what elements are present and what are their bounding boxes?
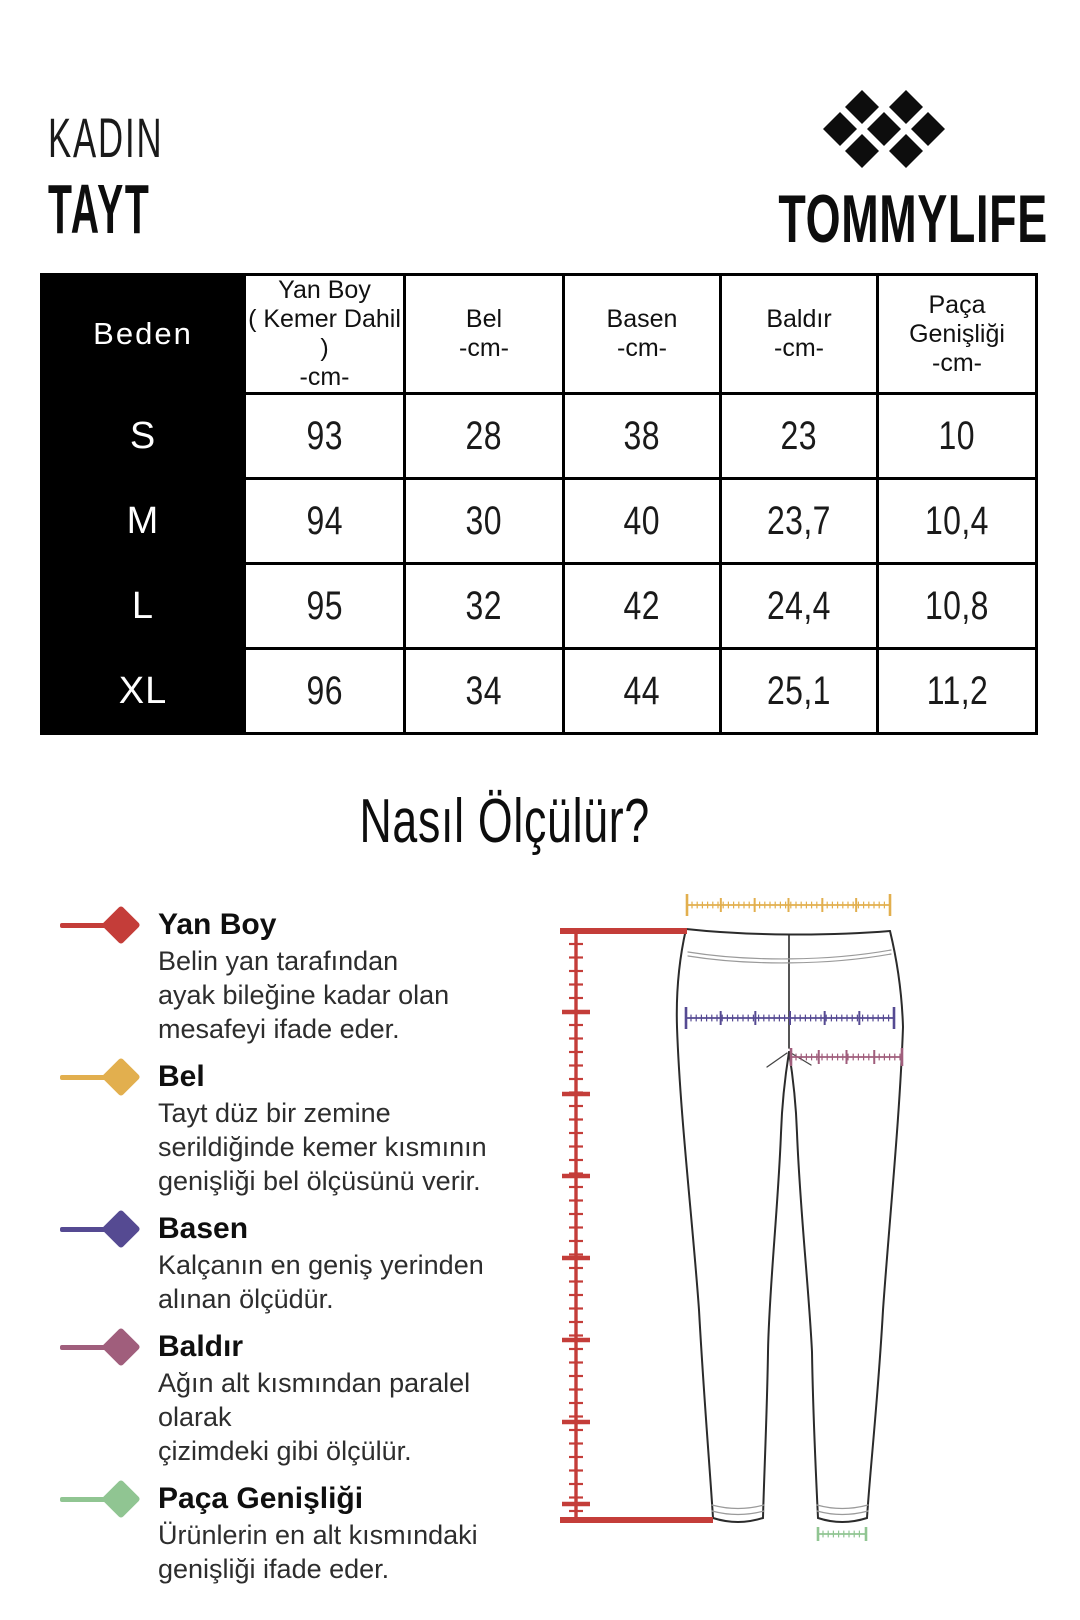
size-value: 10,4: [878, 479, 1037, 564]
size-value: 11,2: [878, 649, 1037, 734]
bel-tape-measure: [687, 894, 890, 916]
paca-genisligi-tape-measure: [818, 1527, 866, 1541]
brand-wordmark: TOMMYLIFE: [778, 181, 1048, 257]
column-header-yan-boy: Yan Boy ( Kemer Dahil ) -cm-: [245, 275, 405, 394]
legend-item-basen: Basen Kalçanın en geniş yerinden alınan ölçüdür.: [60, 1210, 540, 1316]
table-row-m: [42, 479, 1037, 564]
product-heading: [48, 106, 234, 248]
size-value: 24,4: [721, 564, 878, 649]
size-label: S: [42, 394, 245, 479]
size-value: 44: [564, 649, 721, 734]
size-label: XL: [42, 649, 245, 734]
yan-boy-diamond-icon: [101, 905, 141, 945]
tommylife-diamonds-logo-icon: [818, 88, 950, 172]
legend-item-bel: Bel Tayt düz bir zemine serildiğinde kemer kısmının genişliği bel ölçüsünü verir.: [60, 1058, 540, 1198]
product-label: TAYT: [48, 170, 151, 248]
table-header-row: [42, 275, 1037, 394]
table-row-s: [42, 394, 1037, 479]
size-value: 25,1: [721, 649, 878, 734]
size-label: M: [42, 479, 245, 564]
basen-diamond-icon: [101, 1209, 141, 1249]
size-value: 38: [564, 394, 721, 479]
size-value: 10: [878, 394, 1037, 479]
legend-item-baldir: Baldır Ağın alt kısmından paralel olarak çizimdeki gibi ölçülür.: [60, 1328, 540, 1468]
measurement-legend: [60, 906, 540, 1598]
size-value: 94: [245, 479, 405, 564]
corner-header-beden: Beden: [42, 275, 245, 394]
size-value: 28: [405, 394, 564, 479]
table-row-l: [42, 564, 1037, 649]
size-value: 96: [245, 649, 405, 734]
size-value: 42: [564, 564, 721, 649]
column-header-paca-genisligi: Paça Genişliği -cm-: [878, 275, 1037, 394]
section-title: Nasıl Ölçülür?: [359, 787, 651, 856]
legend-item-paca-genisligi: Paça Genişliği Ürünlerin en alt kısmındaki genişliği ifade eder.: [60, 1480, 540, 1586]
size-value: 23: [721, 394, 878, 479]
legend-item-yan-boy: Yan Boy Belin yan tarafından ayak bileğine kadar olan mesafeyi ifade eder.: [60, 906, 540, 1046]
size-label: L: [42, 564, 245, 649]
size-value: 93: [245, 394, 405, 479]
bel-diamond-icon: [101, 1057, 141, 1097]
size-value: 32: [405, 564, 564, 649]
column-header-bel: Bel -cm-: [405, 275, 564, 394]
size-value: 34: [405, 649, 564, 734]
paca-genisligi-diamond-icon: [101, 1479, 141, 1519]
category-label: KADIN: [48, 106, 164, 169]
size-value: 10,8: [878, 564, 1037, 649]
size-value: 23,7: [721, 479, 878, 564]
size-value: 30: [405, 479, 564, 564]
basen-tape-measure: [686, 1007, 894, 1029]
column-header-baldir: Baldır -cm-: [721, 275, 878, 394]
brand-block: [724, 88, 1048, 257]
leggings-measurement-diagram: [540, 855, 980, 1565]
column-header-basen: Basen -cm-: [564, 275, 721, 394]
size-value: 40: [564, 479, 721, 564]
table-row-xl: [42, 649, 1037, 734]
baldir-diamond-icon: [101, 1327, 141, 1367]
size-value: 95: [245, 564, 405, 649]
size-chart-table: [40, 273, 1038, 735]
